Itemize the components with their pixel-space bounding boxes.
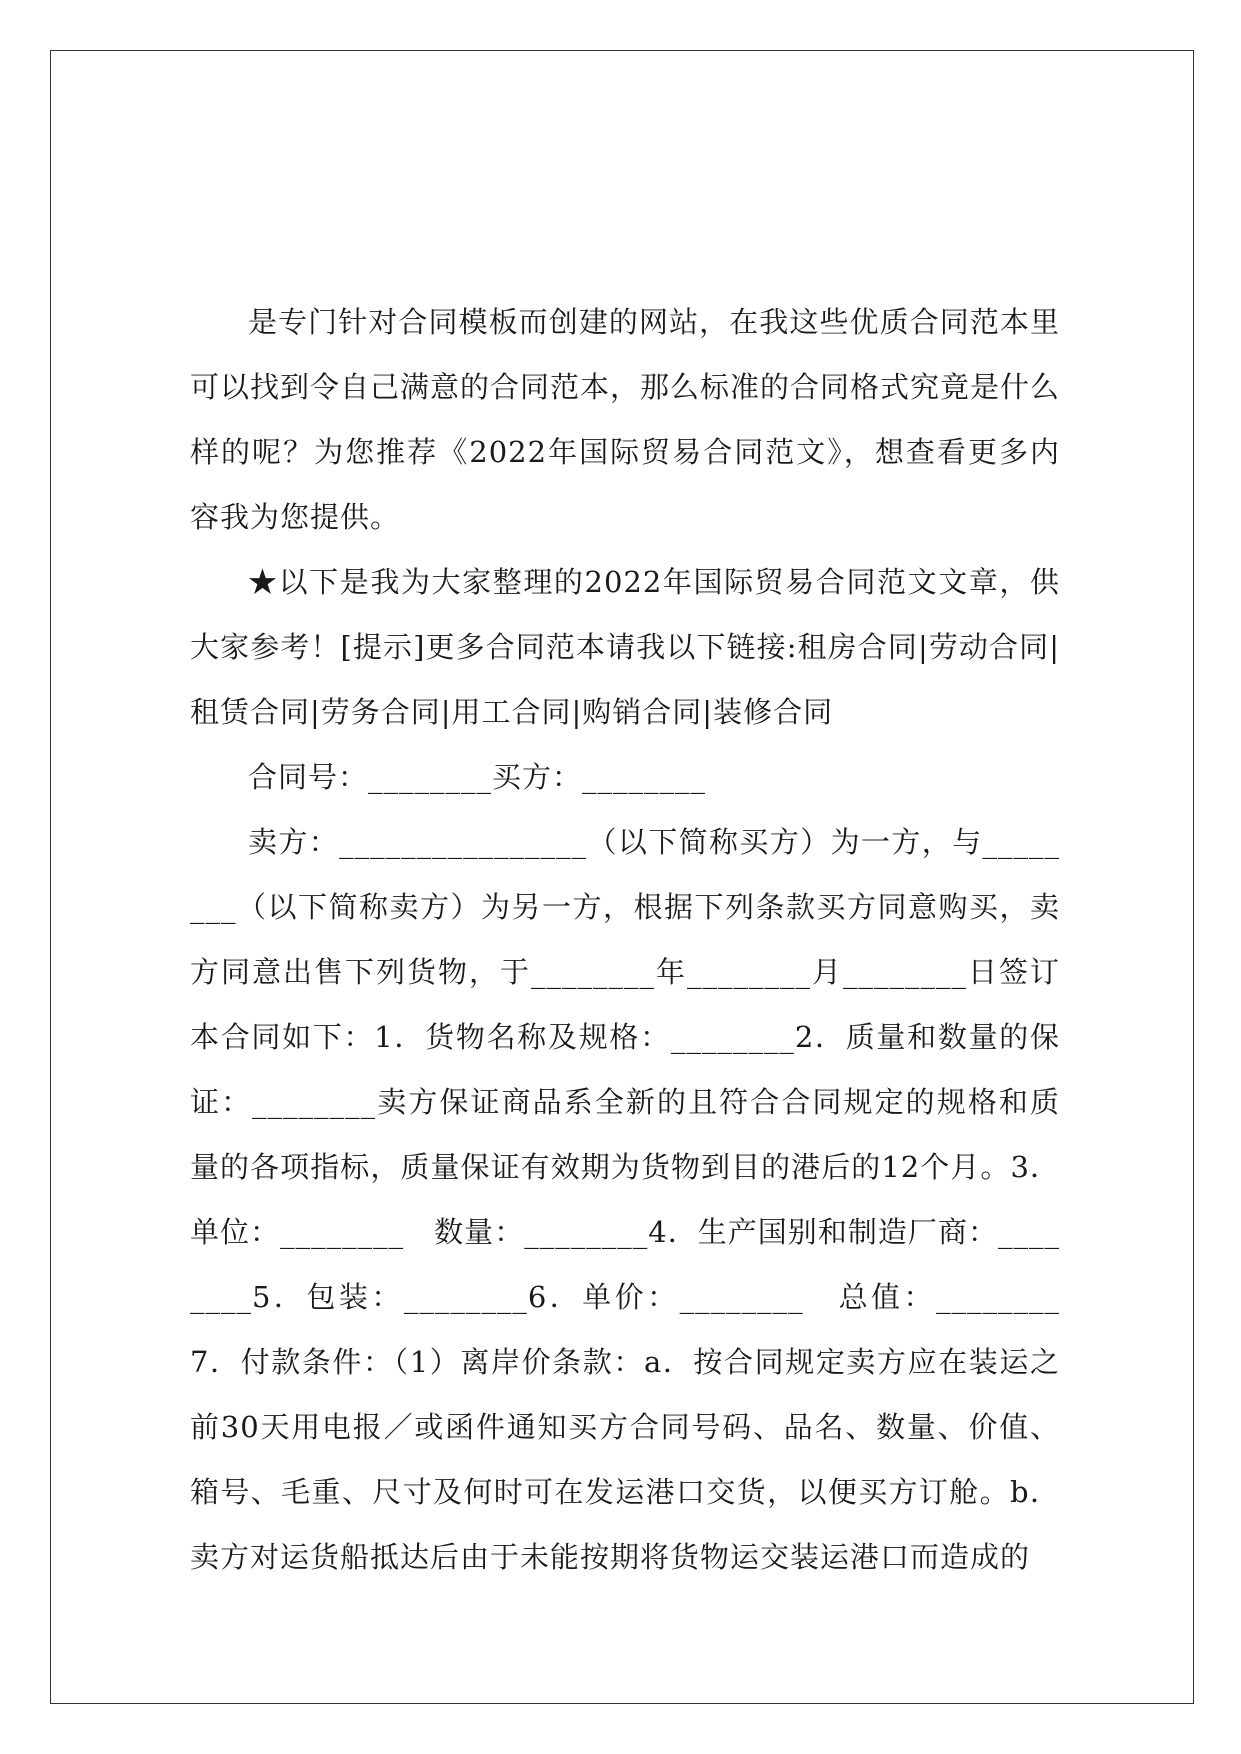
intro-paragraph: 是专门针对合同模板而创建的网站，在我这些优质合同范本里可以找到令自己满意的合同范本，那么标准的合同格式究竟是什么样的呢？为您推荐《2022年国际贸易合同范文》，想查看更多内容我为您提供。 <box>190 305 1061 534</box>
contract-number-line: 合同号：________买方：________ <box>248 760 707 794</box>
document-body <box>190 290 1060 1590</box>
contract-terms-paragraph: 卖方：________________（以下简称买方）为一方，与________（以下简称卖方）为另一方，根据下列条款买方同意购买，卖方同意出售下列货物，于________年________月________日签订本合同如下：1．货物名称及规格：________2．质量和数量的保证：________卖方保证商品系全新的且符合合同规定的规格和质量的各项指标，质量保证有效期为货物到目的港后的12个月。3．单位：________ 数量：________4．生产国别和制造厂商：________5．包装：________6．单价：________ 总值：________7．付款条件：（1）离岸价条款：a．按合同规定卖方应在装运之前30天用电报／或函件通知买方合同号码、品名、数量、价值、箱号、毛重、尺寸及何时可在发运港口交货，以便买方订舱。b．卖方对运货船抵达后由于未能按期将货物运交装运港口而造成的 <box>190 825 1060 1574</box>
links-paragraph: ★以下是我为大家整理的2022年国际贸易合同范文文章，供大家参考！[提示]更多合同范本请我以下链接:租房合同|劳动合同|租赁合同|劳务合同|用工合同|购销合同|装修合同 <box>190 565 1060 729</box>
